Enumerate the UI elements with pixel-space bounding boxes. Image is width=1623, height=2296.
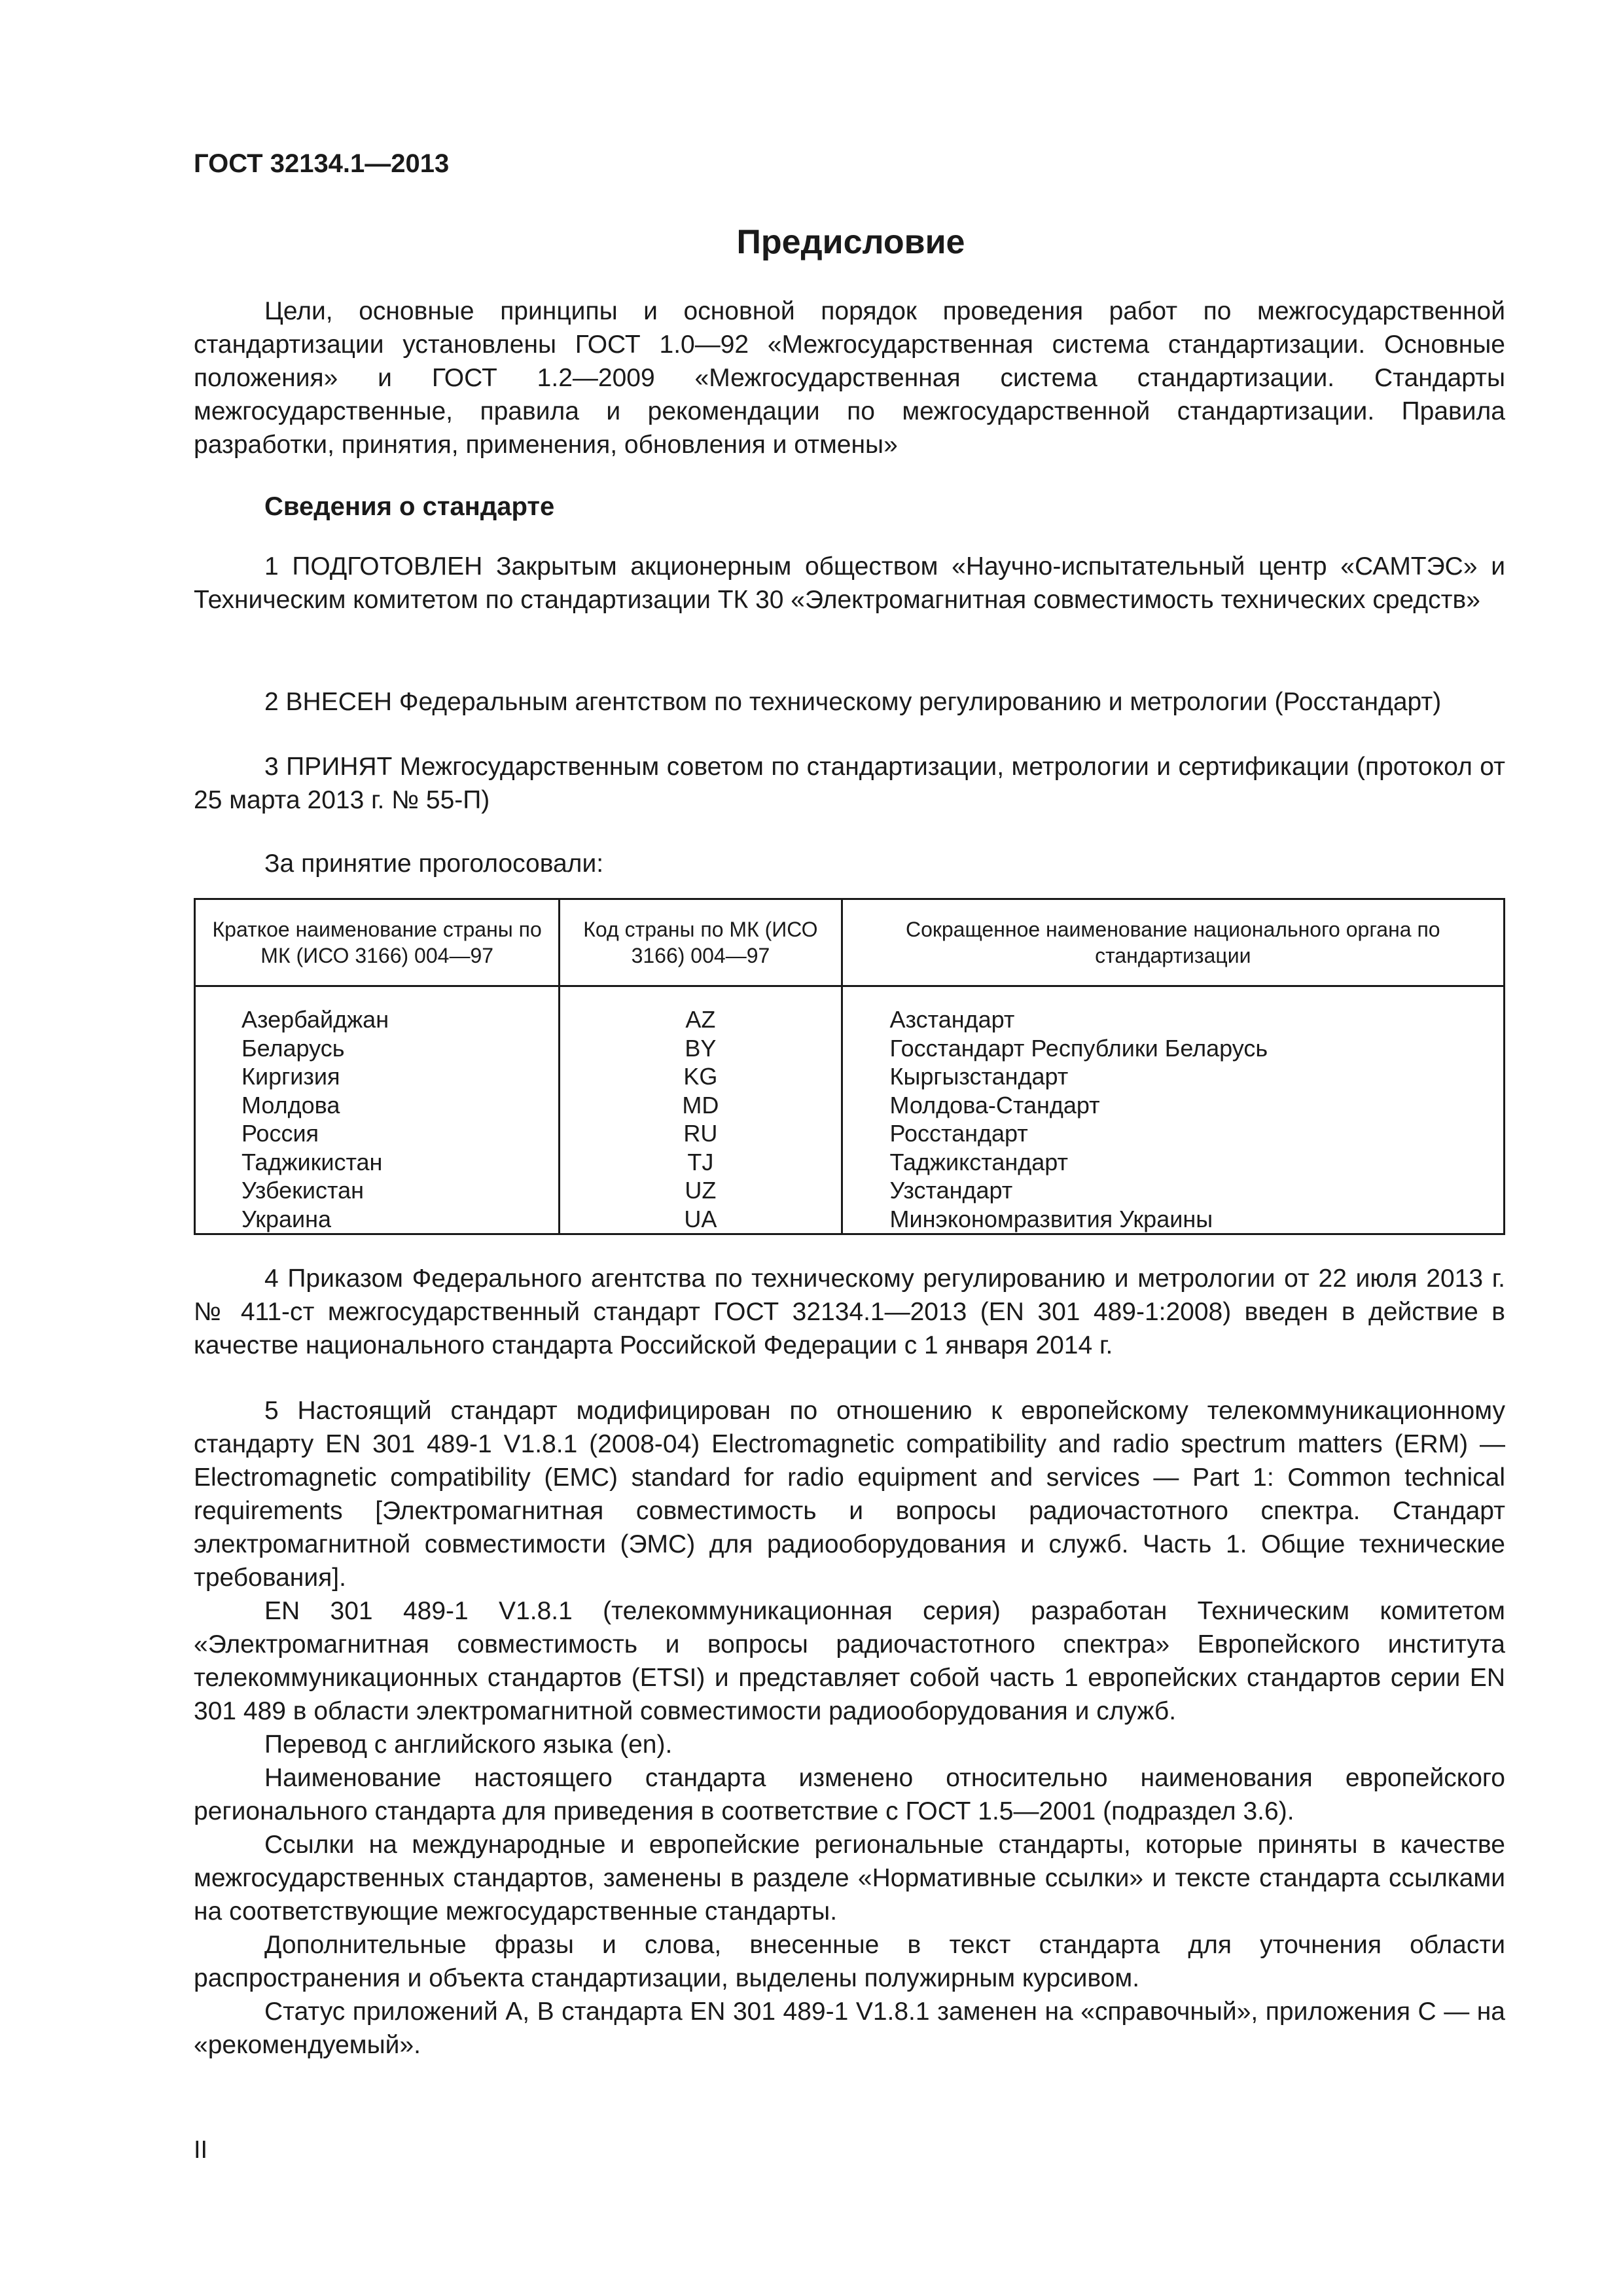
references-paragraph: Ссылки на международные и европейские региональные стандарты, которые приняты в качестве межгосударственных стандартов, заменены в разделе «Нормативные ссылки» и тексте стандарта ссылками на соответствующие межгосударственные стандарты. — [194, 1831, 1505, 1926]
table-cell: TJ — [687, 1148, 714, 1175]
table-cell: UZ — [685, 1177, 717, 1204]
table-cell: Украина — [241, 1205, 332, 1232]
annex-status-paragraph: Статус приложений А, В стандарта EN 301 489-1 V1.8.1 заменен на «справочный», приложения С — на «рекомендуемый». — [194, 1998, 1505, 2059]
item-4-paragraph: 4 Приказом Федерального агентства по техническому регулированию и метрологии от 22 июля 2013 г. № 411-ст межгосударственный стандарт ГОСТ 32134.1—2013 (EN 301 489-1:2008) введен в действие в качестве национального стандарта Российской Федерации с 1 января 2014 г. — [194, 1265, 1505, 1359]
table-cell: Киргизия — [241, 1063, 340, 1090]
table-cell: KG — [683, 1063, 718, 1090]
intro-paragraph: Цели, основные принципы и основной порядок проведения работ по межгосударственной стандартизации установлены ГОСТ 1.0—92 «Межгосударственная система стандартизации. Основные положения» и ГОСТ 1.2—2009 «Межгосударственная система стандартизации. Стандарты межгосударственные, правила и рекомендации по межгосударственной стандартизации. Правила разработки, принятия, применения, обновления и отмены» — [194, 297, 1505, 459]
table-cell: Росстандарт — [889, 1120, 1028, 1147]
table-cell: Кыргызстандарт — [889, 1063, 1069, 1090]
item-2-paragraph: 2 ВНЕСЕН Федеральным агентством по техническому регулированию и метрологии (Росстандарт) — [264, 688, 1442, 716]
table-cell: Узбекистан — [241, 1177, 365, 1204]
country-codes-column — [560, 996, 842, 1234]
item-1-paragraph: 1 ПОДГОТОВЛЕН Закрытым акционерным обществом «Научно-испытательный центр «САМТЭС» и Техническим комитетом по стандартизации ТК 30 «Электромагнитная совместимость технических средств» — [194, 552, 1505, 614]
table-cell: Госстандарт Республики Беларусь — [889, 1034, 1268, 1062]
item-3-paragraph: 3 ПРИНЯТ Межгосударственным советом по стандартизации, метрологии и сертификации (протокол от 25 марта 2013 г. № 55-П) — [194, 753, 1505, 814]
header-national-body: Сокращенное наименование национального органа по стандартизации — [842, 899, 1504, 986]
vote-intro: За принятие проголосовали: — [264, 850, 604, 878]
table-cell: BY — [685, 1034, 717, 1062]
table-cell: Азербайджан — [241, 1006, 389, 1033]
name-change-paragraph: Наименование настоящего стандарта изменено относительно наименования европейского регионального стандарта для приведения в соответствие с ГОСТ 1.5—2001 (подраздел 3.6). — [194, 1764, 1505, 1825]
translation-paragraph: Перевод с английского языка (en). — [264, 1731, 673, 1759]
page-title: Предисловие — [736, 223, 965, 261]
table-cell: Узстандарт — [889, 1177, 1013, 1204]
table-cell: Россия — [241, 1120, 319, 1147]
national-bodies-column — [842, 996, 1504, 1234]
page-number: II — [194, 2136, 208, 2164]
member-states-table — [194, 898, 1505, 1235]
table-cell: Минэкономразвития Украины — [889, 1205, 1213, 1232]
table-cell: MD — [682, 1091, 719, 1119]
table-cell: AZ — [685, 1006, 716, 1033]
header-country-code: Код страны по МК (ИСО 3166) 004—97 — [560, 899, 842, 986]
section-heading: Сведения о стандарте — [264, 492, 555, 521]
table-cell: Таджикистан — [241, 1148, 383, 1175]
header-country-name: Краткое наименование страны по МК (ИСО 3166) 004—97 — [195, 899, 560, 986]
phrases-paragraph: Дополнительные фразы и слова, внесенные в текст стандарта для уточнения области распространения и объекта стандартизации, выделены полужирным курсивом. — [194, 1931, 1505, 1992]
item-5-block — [194, 1394, 1505, 2062]
table-cell: Беларусь — [241, 1034, 345, 1062]
table-cell: Молдова — [241, 1091, 340, 1119]
country-names-column — [195, 996, 560, 1234]
document-code: ГОСТ 32134.1—2013 — [194, 149, 450, 178]
table-cell: RU — [683, 1120, 718, 1147]
etsi-paragraph: EN 301 489-1 V1.8.1 (телекоммуникационная серия) разработан Техническим комитетом «Электромагнитная совместимость и вопросы радиочастотного спектра» Европейского института телекоммуникационных стандартов (ETSI) и представляет собой часть 1 европейских стандартов серии EN 301 489 в области электромагнитной совместимости радиооборудования и служб. — [194, 1597, 1505, 1725]
item-5-paragraph: 5 Настоящий стандарт модифицирован по отношению к европейскому телекоммуникационному стандарту EN 301 489-1 V1.8.1 (2008-04) Electromagnetic compatibility and radio spectrum matters (ERM) — Electromagnetic compatibility (EMC) standard for radio equipment and services — Part 1: Common technical requirements [Электромагнитная совместимость и вопросы радиочастотного спектра. Стандарт электромагнитной совместимости (ЭМС) для радиооборудования и служб. Часть 1. Общие технические требования]. — [194, 1397, 1505, 1592]
table-cell: Таджикстандарт — [889, 1148, 1069, 1175]
table-cell: UA — [684, 1205, 717, 1232]
table-cell: Азстандарт — [889, 1006, 1015, 1033]
table-cell: Молдова-Стандарт — [889, 1091, 1100, 1119]
